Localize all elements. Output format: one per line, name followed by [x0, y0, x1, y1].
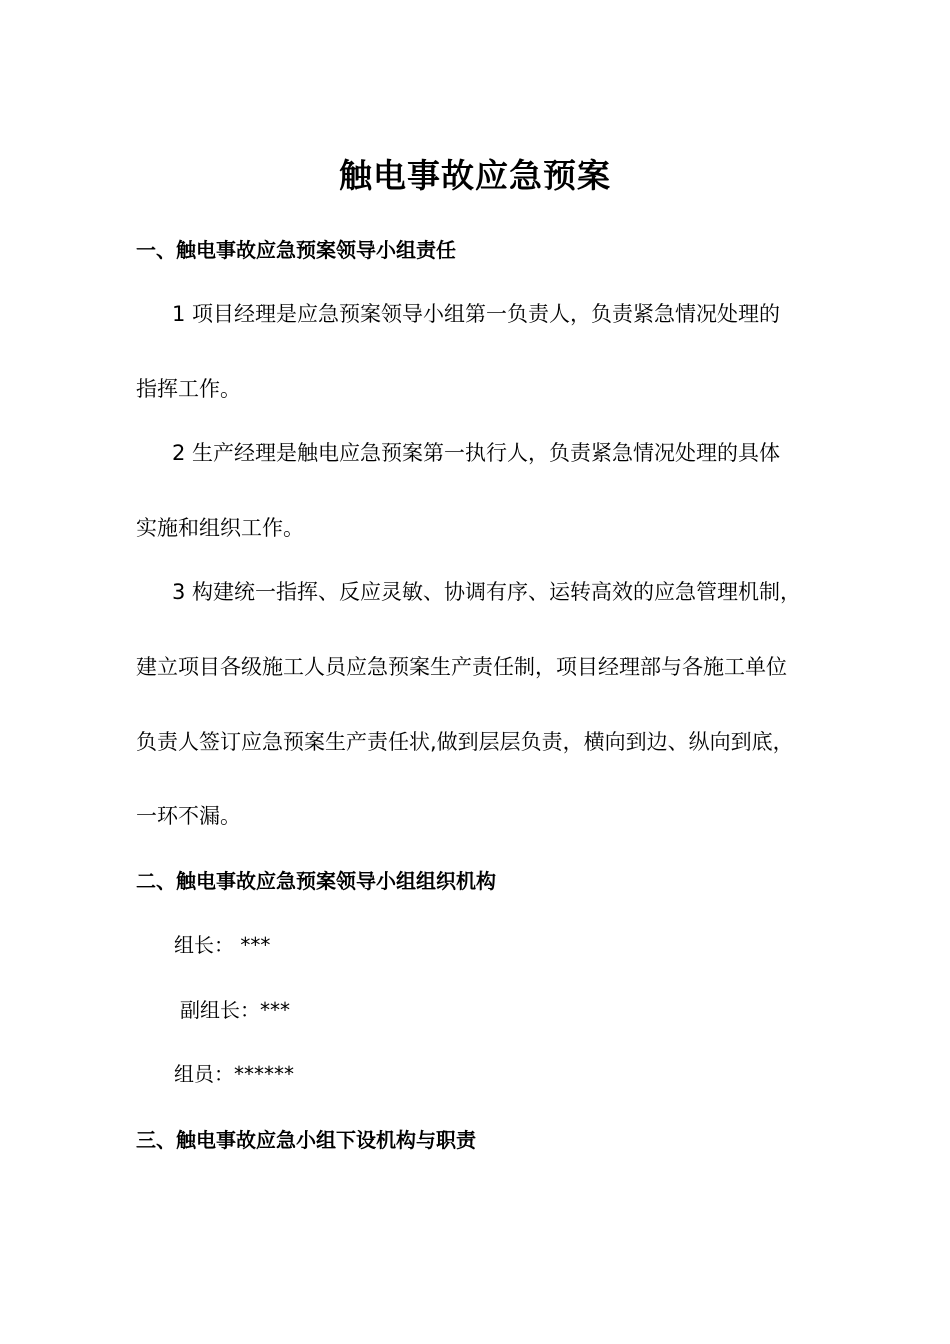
paragraph-3-line-4: 一环不漏。: [136, 804, 241, 828]
paragraph-2-line-2: 实施和组织工作。: [136, 516, 304, 540]
section-3-heading: 三、触电事故应急小组下设机构与职责: [136, 1128, 476, 1152]
paragraph-2-line-1: 2 生产经理是触电应急预案第一执行人，负责紧急情况处理的具体: [172, 441, 781, 465]
deputy-leader: 副组长：***: [180, 998, 290, 1022]
paragraph-3-line-3: 负责人签订应急预案生产责任状,做到层层负责，横向到边、纵向到底，: [136, 730, 794, 754]
section-1-heading: 一、触电事故应急预案领导小组责任: [136, 238, 456, 262]
paragraph-3-line-2: 建立项目各级施工人员应急预案生产责任制，项目经理部与各施工单位: [136, 655, 787, 679]
paragraph-3-line-1: 3 构建统一指挥、反应灵敏、协调有序、运转高效的应急管理机制，: [172, 580, 802, 604]
group-members: 组员：******: [174, 1062, 294, 1086]
group-leader: 组长： ***: [174, 933, 271, 957]
paragraph-1-line-1: 1 项目经理是应急预案领导小组第一负责人，负责紧急情况处理的: [172, 302, 781, 326]
paragraph-1-line-2: 指挥工作。: [136, 377, 241, 401]
document-title: 触电事故应急预案: [339, 156, 611, 195]
section-2-heading: 二、触电事故应急预案领导小组组织机构: [136, 869, 496, 893]
